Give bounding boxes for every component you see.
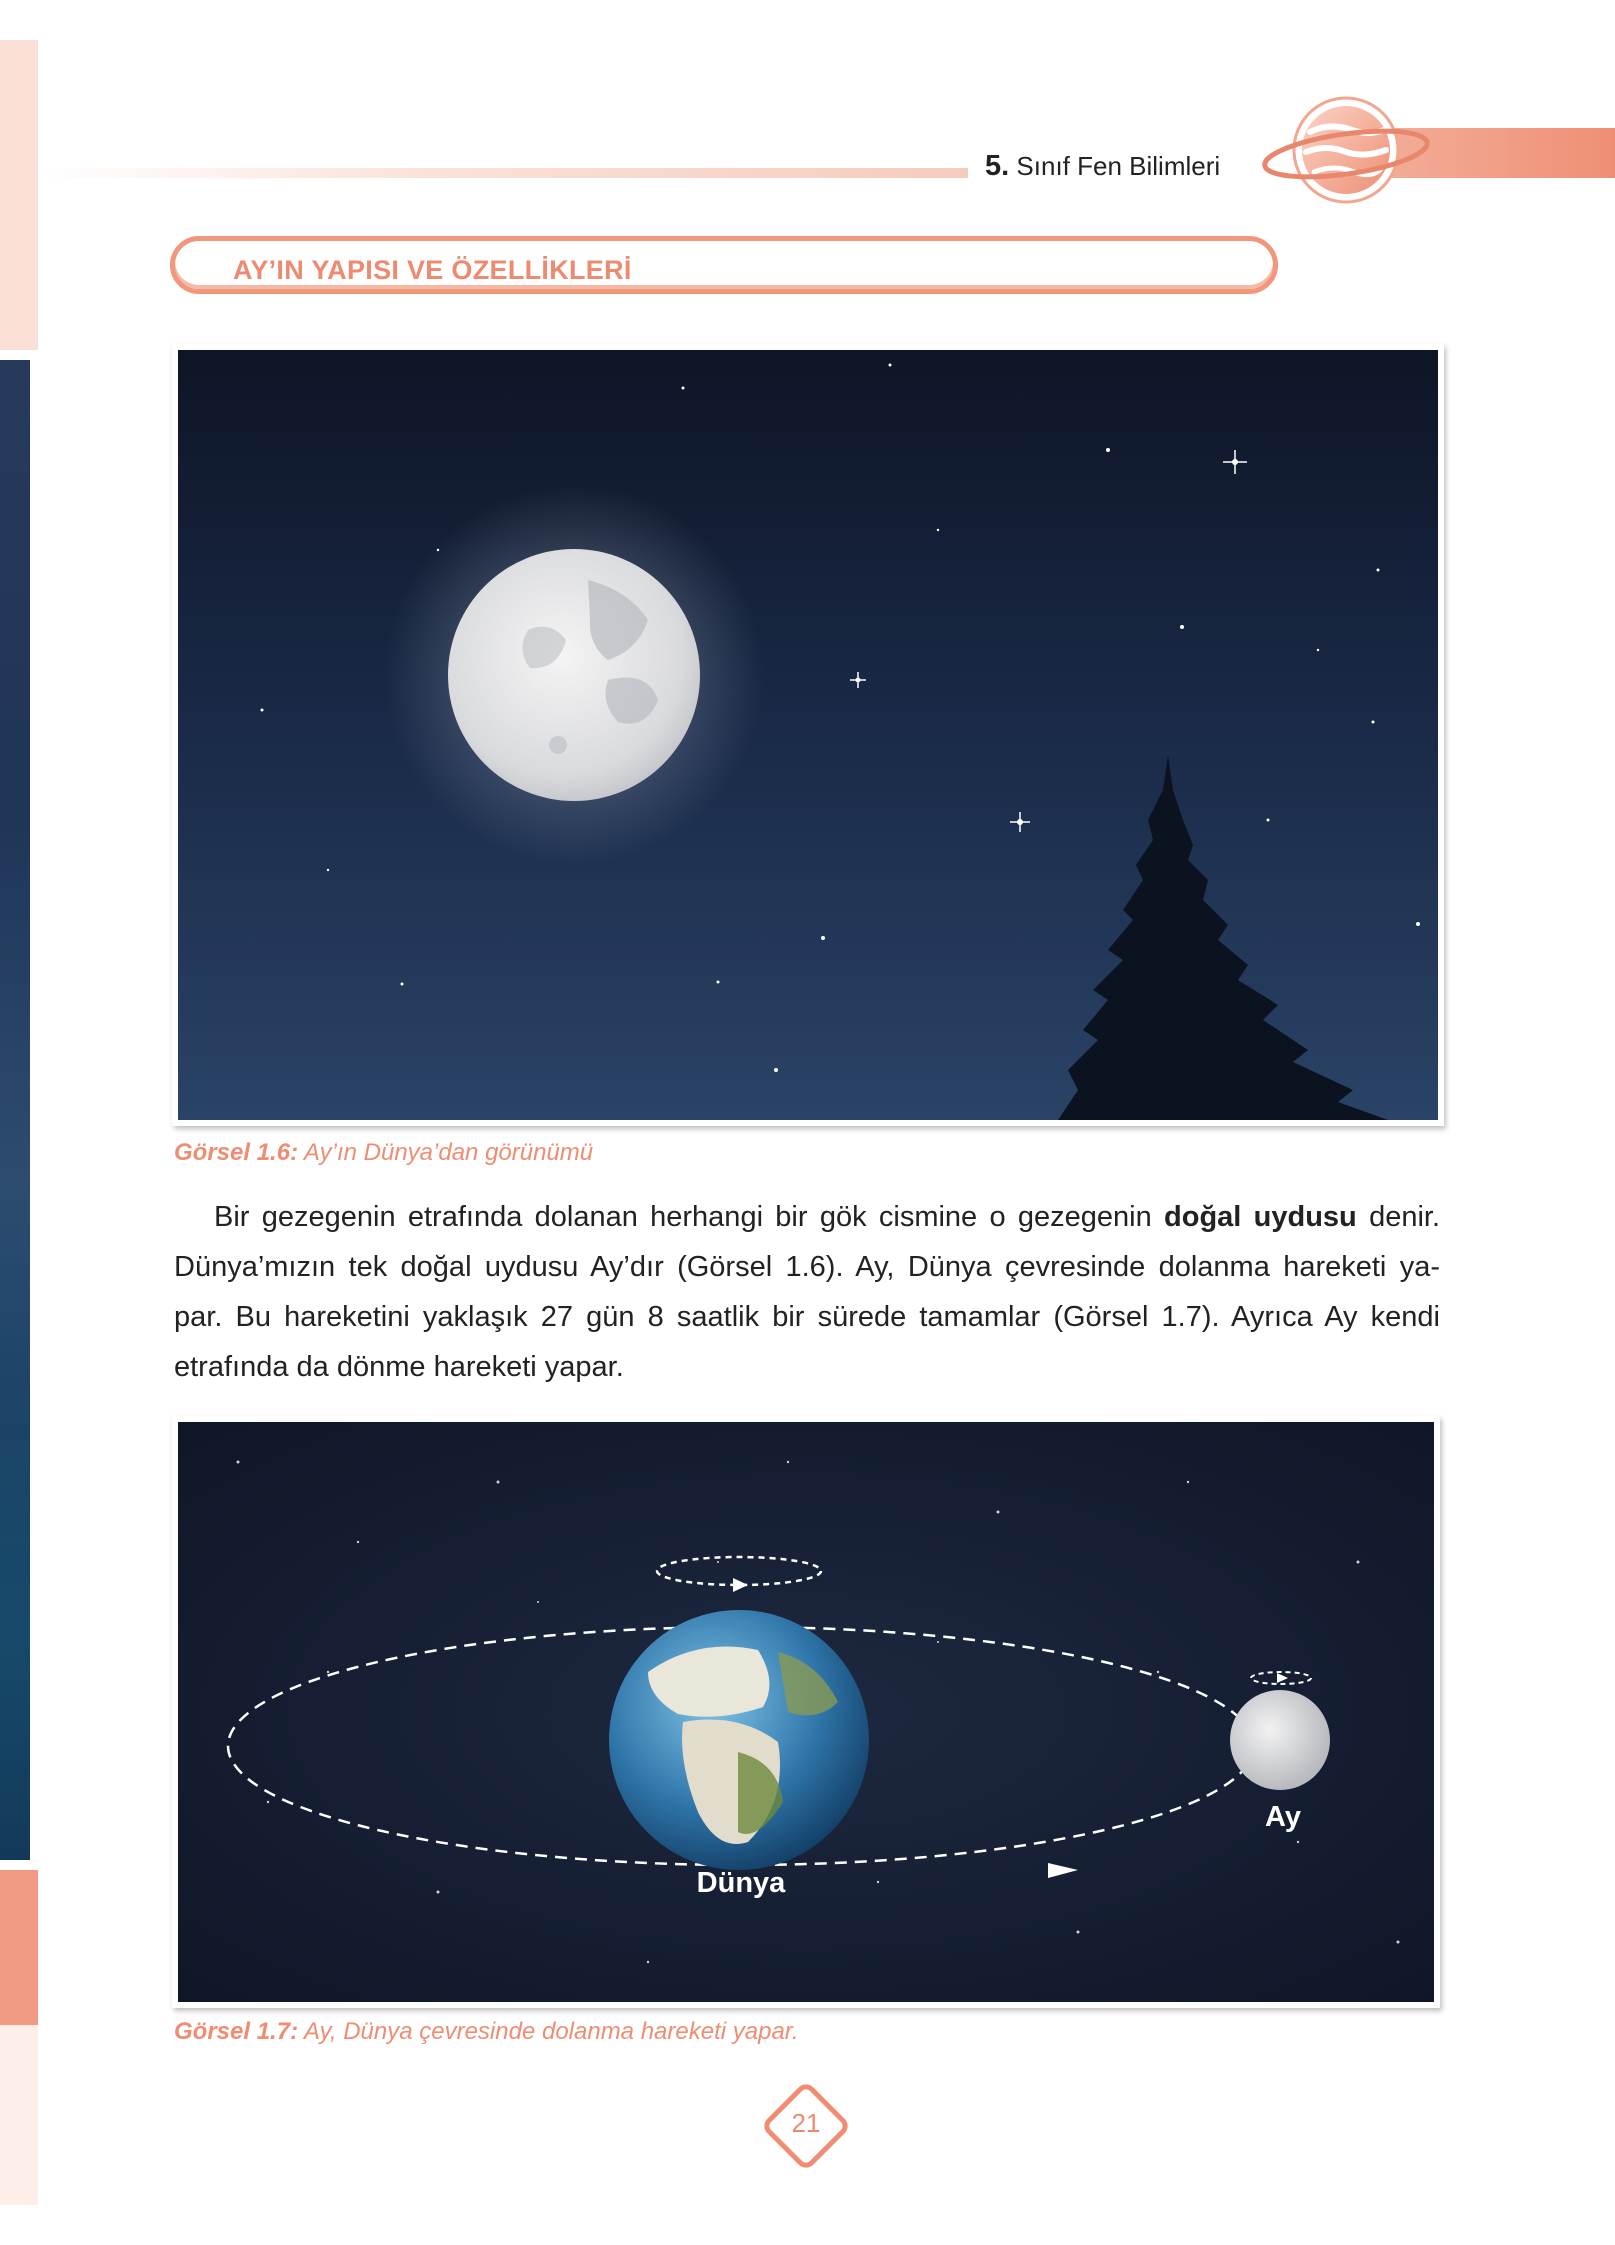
left-decor-strip-bottom — [0, 2025, 38, 2205]
figure-2-label: Görsel 1.7: — [174, 2018, 299, 2045]
subject-name: Sınıf Fen Bilimleri — [1016, 151, 1221, 181]
book-title — [985, 150, 1220, 183]
paragraph-line-1: Bir gezegenin etrafında dolanan herhangi bir gök cismine o gezegenin doğal uydusu denir. — [214, 1201, 1441, 1233]
section-title: AY’IN YAPISI VE ÖZELLİKLERİ — [233, 255, 632, 285]
grade-number: 5. — [985, 150, 1010, 182]
key-term: doğal uydusu — [1164, 1201, 1357, 1233]
figure-2-caption-text: Ay, Dünya çevresinde dolanma hareketi yapar. — [303, 2018, 799, 2045]
paragraph-line-2: Dünya’mızın tek doğal uydusu Ay’dır (Görsel 1.6). Ay, Dünya çevresinde dolanma hareketi ya- — [174, 1251, 1440, 1283]
figure-2-caption — [174, 2018, 799, 2046]
paragraph-line-3: par. Bu hareketini yaklaşık 27 gün 8 saatlik bir sürede tamamlar (Görsel 1.7). Ayrıca Ay kendi — [174, 1301, 1440, 1333]
moon-night-sky-photo — [178, 350, 1438, 1120]
section-heading — [170, 236, 1278, 294]
figure-1-caption — [174, 1139, 593, 1167]
earth-moon-orbit-diagram — [178, 1422, 1434, 2002]
left-decor-strip-top — [0, 40, 38, 350]
left-decor-accent — [0, 1870, 38, 2025]
figure-1-label: Görsel 1.6: — [174, 1139, 299, 1166]
body-paragraph — [174, 1192, 1440, 1392]
planet-icon — [1260, 92, 1430, 212]
header-rule — [38, 168, 968, 178]
paragraph-line-4: etrafında da dönme hareketi yapar. — [174, 1351, 624, 1383]
figure-1-caption-text: Ay’ın Dünya’dan görünümü — [303, 1139, 594, 1166]
moon-label: Ay — [1265, 1801, 1301, 1833]
orbit-figure-frame — [172, 1416, 1440, 2008]
left-decor-photo-frame — [30, 360, 38, 1860]
moon-photo-frame — [172, 344, 1444, 1126]
left-decor-photo-strip — [0, 360, 30, 1860]
page-number: 21 — [791, 2108, 821, 2138]
earth-label: Dünya — [696, 1867, 786, 1899]
